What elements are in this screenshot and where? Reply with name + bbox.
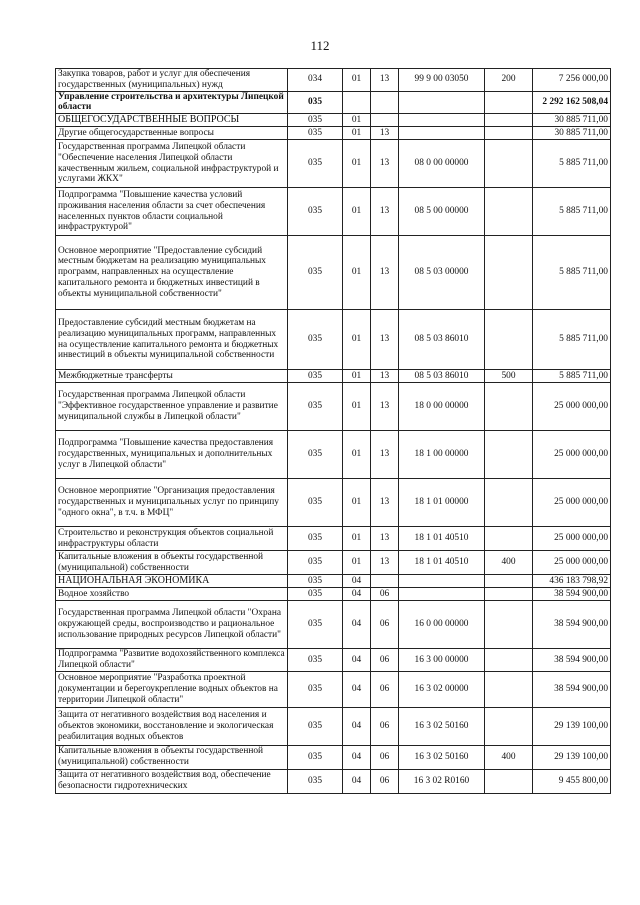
section-code-cell: 01 xyxy=(343,527,371,551)
amount-cell: 5 885 711,00 xyxy=(533,188,611,236)
expense-type-cell xyxy=(485,431,533,479)
item-name-cell: Закупка товаров, работ и услуг для обеспечения государственных (муниципальных) нужд xyxy=(56,69,288,92)
item-name-cell: Подпрограмма "Развитие водохозяйственного комплекса Липецкой области" xyxy=(56,649,288,672)
ministry-code-cell: 035 xyxy=(288,479,343,527)
section-code-cell: 01 xyxy=(343,188,371,236)
item-name-cell: Подпрограмма "Повышение качества условий проживания населения области за счет обеспечения населенных пунктов области социальной инфраструктурой" xyxy=(56,188,288,236)
subsection-code-cell: 06 xyxy=(371,707,399,745)
expense-type-cell xyxy=(485,601,533,649)
section-code-cell: 04 xyxy=(343,575,371,588)
target-article-cell: 18 1 01 40510 xyxy=(399,551,485,575)
item-name-cell: Основное мероприятие "Организация предоставления государственных и муниципальных услуг по принципу "одного окна", в т.ч. в МФЦ" xyxy=(56,479,288,527)
section-code-cell: 04 xyxy=(343,601,371,649)
target-article-cell: 16 0 00 00000 xyxy=(399,601,485,649)
target-article-cell: 16 3 02 50160 xyxy=(399,707,485,745)
section-code-cell: 01 xyxy=(343,383,371,431)
amount-cell: 5 885 711,00 xyxy=(533,140,611,188)
expense-type-cell xyxy=(485,671,533,707)
subsection-code-cell: 06 xyxy=(371,601,399,649)
target-article-cell: 08 5 03 86010 xyxy=(399,310,485,370)
table-row xyxy=(56,69,611,92)
item-name-cell: Управление строительства и архитектуры Липецкой области xyxy=(56,91,288,114)
item-name-cell: Основное мероприятие "Разработка проектной документации и берегоукрепление водных объектов на территории Липецкой области" xyxy=(56,671,288,707)
expense-type-cell xyxy=(485,383,533,431)
item-name-cell: Подпрограмма "Повышение качества предоставления государственных, муниципальных и дополнительных услуг в Липецкой области" xyxy=(56,431,288,479)
section-code-cell: 04 xyxy=(343,769,371,793)
table-row xyxy=(56,383,611,431)
table-row xyxy=(56,310,611,370)
subsection-code-cell: 13 xyxy=(371,383,399,431)
subsection-code-cell: 13 xyxy=(371,431,399,479)
target-article-cell xyxy=(399,114,485,127)
expense-type-cell xyxy=(485,114,533,127)
expense-type-cell xyxy=(485,188,533,236)
target-article-cell: 18 0 00 00000 xyxy=(399,383,485,431)
ministry-code-cell: 035 xyxy=(288,745,343,769)
target-article-cell: 16 3 02 R0160 xyxy=(399,769,485,793)
expense-type-cell xyxy=(485,588,533,601)
table-row xyxy=(56,479,611,527)
subsection-code-cell: 06 xyxy=(371,649,399,672)
amount-cell: 436 183 798,92 xyxy=(533,575,611,588)
section-code-cell xyxy=(343,91,371,114)
target-article-cell xyxy=(399,127,485,140)
table-row xyxy=(56,769,611,793)
table-row xyxy=(56,551,611,575)
ministry-code-cell: 035 xyxy=(288,370,343,383)
amount-cell: 38 594 900,00 xyxy=(533,588,611,601)
subsection-code-cell: 06 xyxy=(371,745,399,769)
target-article-cell xyxy=(399,588,485,601)
ministry-code-cell: 035 xyxy=(288,188,343,236)
expense-type-cell xyxy=(485,769,533,793)
ministry-code-cell: 035 xyxy=(288,127,343,140)
item-name-cell: Другие общегосударственные вопросы xyxy=(56,127,288,140)
subsection-code-cell xyxy=(371,114,399,127)
table-row xyxy=(56,601,611,649)
expense-type-cell: 200 xyxy=(485,69,533,92)
amount-cell: 25 000 000,00 xyxy=(533,383,611,431)
target-article-cell: 99 9 00 03050 xyxy=(399,69,485,92)
section-code-cell: 01 xyxy=(343,551,371,575)
ministry-code-cell: 035 xyxy=(288,91,343,114)
subsection-code-cell: 13 xyxy=(371,479,399,527)
expense-type-cell xyxy=(485,310,533,370)
table-row xyxy=(56,575,611,588)
target-article-cell: 18 1 01 40510 xyxy=(399,527,485,551)
ministry-code-cell: 035 xyxy=(288,527,343,551)
section-code-cell: 01 xyxy=(343,114,371,127)
amount-cell: 9 455 800,00 xyxy=(533,769,611,793)
item-name-cell: Защита от негативного воздействия вод населения и объектов экономики, восстановление и экологическая реабилитация водных объектов xyxy=(56,707,288,745)
amount-cell: 38 594 900,00 xyxy=(533,601,611,649)
table-row xyxy=(56,671,611,707)
ministry-code-cell: 035 xyxy=(288,114,343,127)
page-number: 112 xyxy=(310,38,330,53)
target-article-cell: 16 3 02 50160 xyxy=(399,745,485,769)
amount-cell: 5 885 711,00 xyxy=(533,370,611,383)
item-name-cell: ОБЩЕГОСУДАРСТВЕННЫЕ ВОПРОСЫ xyxy=(56,114,288,127)
item-name-cell: Основное мероприятие "Предоставление субсидий местным бюджетам на реализацию муниципальных программ, направленных на осуществление капитального ремонта и бюджетных инвестиций в объекты муниципальной собственности" xyxy=(56,236,288,310)
amount-cell: 25 000 000,00 xyxy=(533,431,611,479)
section-code-cell: 01 xyxy=(343,479,371,527)
section-code-cell: 01 xyxy=(343,310,371,370)
table-row xyxy=(56,114,611,127)
ministry-code-cell: 035 xyxy=(288,588,343,601)
budget-table-body xyxy=(56,69,611,794)
table-row xyxy=(56,649,611,672)
amount-cell: 38 594 900,00 xyxy=(533,671,611,707)
expense-type-cell xyxy=(485,140,533,188)
target-article-cell: 16 3 00 00000 xyxy=(399,649,485,672)
target-article-cell: 08 5 00 00000 xyxy=(399,188,485,236)
ministry-code-cell: 035 xyxy=(288,431,343,479)
ministry-code-cell: 035 xyxy=(288,769,343,793)
item-name-cell: Предоставление субсидий местным бюджетам на реализацию муниципальных программ, направленных на осуществление капитального ремонта и бюджетных инвестиций в объекты муниципальной собственности xyxy=(56,310,288,370)
section-code-cell: 04 xyxy=(343,707,371,745)
table-row xyxy=(56,140,611,188)
target-article-cell: 16 3 02 00000 xyxy=(399,671,485,707)
table-row xyxy=(56,236,611,310)
target-article-cell: 18 1 00 00000 xyxy=(399,431,485,479)
ministry-code-cell: 035 xyxy=(288,310,343,370)
amount-cell: 2 292 162 508,04 xyxy=(533,91,611,114)
expense-type-cell xyxy=(485,479,533,527)
ministry-code-cell: 035 xyxy=(288,575,343,588)
item-name-cell: Строительство и реконструкция объектов социальной инфраструктуры области xyxy=(56,527,288,551)
table-row xyxy=(56,588,611,601)
table-row xyxy=(56,188,611,236)
expense-type-cell xyxy=(485,527,533,551)
ministry-code-cell: 035 xyxy=(288,140,343,188)
table-row xyxy=(56,127,611,140)
section-code-cell: 04 xyxy=(343,671,371,707)
amount-cell: 25 000 000,00 xyxy=(533,479,611,527)
ministry-code-cell: 035 xyxy=(288,551,343,575)
target-article-cell: 08 5 03 00000 xyxy=(399,236,485,310)
expense-type-cell: 400 xyxy=(485,745,533,769)
amount-cell: 30 885 711,00 xyxy=(533,114,611,127)
subsection-code-cell: 13 xyxy=(371,188,399,236)
amount-cell: 29 139 100,00 xyxy=(533,745,611,769)
ministry-code-cell: 035 xyxy=(288,601,343,649)
expense-type-cell: 400 xyxy=(485,551,533,575)
ministry-code-cell: 035 xyxy=(288,649,343,672)
amount-cell: 30 885 711,00 xyxy=(533,127,611,140)
subsection-code-cell: 06 xyxy=(371,671,399,707)
amount-cell: 29 139 100,00 xyxy=(533,707,611,745)
subsection-code-cell: 13 xyxy=(371,370,399,383)
table-row xyxy=(56,707,611,745)
expense-type-cell: 500 xyxy=(485,370,533,383)
subsection-code-cell: 13 xyxy=(371,140,399,188)
expense-type-cell xyxy=(485,236,533,310)
item-name-cell: НАЦИОНАЛЬНАЯ ЭКОНОМИКА xyxy=(56,575,288,588)
amount-cell: 5 885 711,00 xyxy=(533,310,611,370)
amount-cell: 7 256 000,00 xyxy=(533,69,611,92)
expense-type-cell xyxy=(485,91,533,114)
amount-cell: 25 000 000,00 xyxy=(533,551,611,575)
item-name-cell: Межбюджетные трансферты xyxy=(56,370,288,383)
section-code-cell: 01 xyxy=(343,431,371,479)
item-name-cell: Капитальные вложения в объекты государственной (муниципальной) собственности xyxy=(56,745,288,769)
table-row xyxy=(56,431,611,479)
item-name-cell: Капитальные вложения в объекты государственной (муниципальной) собственности xyxy=(56,551,288,575)
section-code-cell: 01 xyxy=(343,127,371,140)
subsection-code-cell: 13 xyxy=(371,236,399,310)
item-name-cell: Государственная программа Липецкой области "Охрана окружающей среды, воспроизводство и рациональное использование природных ресурсов Липецкой области" xyxy=(56,601,288,649)
section-code-cell: 04 xyxy=(343,745,371,769)
item-name-cell: Государственная программа Липецкой области "Эффективное государственное управление и развитие муниципальной службы в Липецкой области" xyxy=(56,383,288,431)
expense-type-cell xyxy=(485,649,533,672)
ministry-code-cell: 035 xyxy=(288,383,343,431)
item-name-cell: Водное хозяйство xyxy=(56,588,288,601)
subsection-code-cell: 13 xyxy=(371,69,399,92)
item-name-cell: Государственная программа Липецкой области "Обеспечение населения Липецкой области качественным жильем, социальной инфраструктурой и услугами ЖКХ" xyxy=(56,140,288,188)
target-article-cell xyxy=(399,575,485,588)
expense-type-cell xyxy=(485,707,533,745)
subsection-code-cell: 13 xyxy=(371,527,399,551)
budget-table xyxy=(55,68,611,794)
ministry-code-cell: 034 xyxy=(288,69,343,92)
section-code-cell: 04 xyxy=(343,588,371,601)
section-code-cell: 01 xyxy=(343,69,371,92)
expense-type-cell xyxy=(485,127,533,140)
target-article-cell: 18 1 01 00000 xyxy=(399,479,485,527)
table-row xyxy=(56,527,611,551)
section-code-cell: 01 xyxy=(343,140,371,188)
target-article-cell xyxy=(399,91,485,114)
amount-cell: 38 594 900,00 xyxy=(533,649,611,672)
section-code-cell: 01 xyxy=(343,370,371,383)
expense-type-cell xyxy=(485,575,533,588)
target-article-cell: 08 0 00 00000 xyxy=(399,140,485,188)
table-row xyxy=(56,745,611,769)
subsection-code-cell xyxy=(371,91,399,114)
target-article-cell: 08 5 03 86010 xyxy=(399,370,485,383)
subsection-code-cell: 13 xyxy=(371,551,399,575)
item-name-cell: Защита от негативного воздействия вод, обеспечение безопасности гидротехнических xyxy=(56,769,288,793)
table-row xyxy=(56,91,611,114)
section-code-cell: 01 xyxy=(343,236,371,310)
ministry-code-cell: 035 xyxy=(288,707,343,745)
section-code-cell: 04 xyxy=(343,649,371,672)
subsection-code-cell: 13 xyxy=(371,310,399,370)
subsection-code-cell: 06 xyxy=(371,588,399,601)
ministry-code-cell: 035 xyxy=(288,236,343,310)
subsection-code-cell: 06 xyxy=(371,769,399,793)
subsection-code-cell: 13 xyxy=(371,127,399,140)
subsection-code-cell xyxy=(371,575,399,588)
amount-cell: 5 885 711,00 xyxy=(533,236,611,310)
ministry-code-cell: 035 xyxy=(288,671,343,707)
amount-cell: 25 000 000,00 xyxy=(533,527,611,551)
table-row xyxy=(56,370,611,383)
